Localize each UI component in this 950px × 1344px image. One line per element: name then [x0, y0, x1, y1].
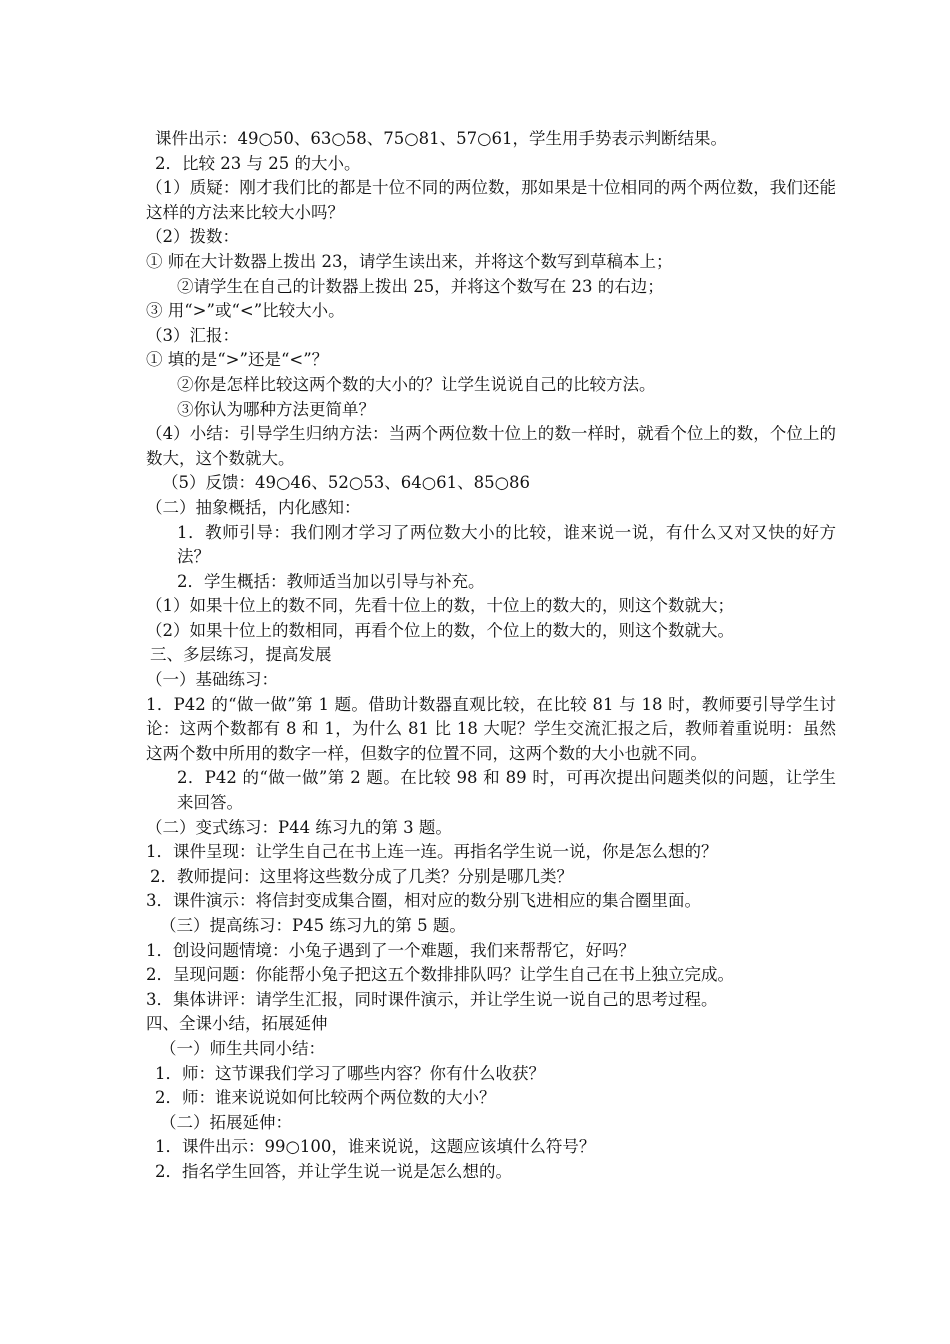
paragraph: 1．教师引导：我们刚才学习了两位数大小的比较，谁来说一说，有什么又对又快的好方法？: [177, 522, 836, 567]
paragraph: （1）质疑：刚才我们比的都是十位不同的两位数，那如果是十位相同的两个两位数，我们还能这样的方法来比较大小吗？: [146, 178, 836, 222]
text-line: 2．师：谁来说说如何比较两个两位数的大小？: [155, 1088, 496, 1108]
text-line: （3）汇报：: [146, 325, 239, 345]
text-line: ③ 用“>”或“<”比较大小。: [146, 301, 345, 321]
text-line: （2）如果十位上的数相同，再看个位上的数，个位上的数大的，则这个数就大。: [146, 620, 734, 640]
section-heading: （二）抽象概括，内化感知：: [146, 497, 361, 517]
text-line: （5）反馈：49○46、52○53、64○61、85○86: [162, 473, 531, 493]
text-line: ③你认为哪种方法更简单？: [177, 399, 375, 419]
text-line: 1．创设问题情境：小兔子遇到了一个难题，我们来帮帮它，好吗？: [146, 940, 635, 960]
section-heading: 四、全课小结，拓展延伸: [146, 1014, 328, 1034]
section-heading: 三、多层练习，提高发展: [150, 645, 332, 665]
text-line: 2．呈现问题：你能帮小兔子把这五个数排排队吗？让学生自己在书上独立完成。: [146, 965, 734, 985]
text-line: 1．师：这节课我们学习了哪些内容？你有什么收获？: [155, 1063, 545, 1083]
lesson-plan-text: [146, 127, 836, 1185]
section-heading: （三）提高练习：P45 练习九的第 5 题。: [160, 916, 466, 935]
text-line: 1．课件出示：99○100，谁来说说，这题应该填什么符号？: [155, 1137, 596, 1157]
text-line: 1．课件呈现：让学生自己在书上连一连。再指名学生说一说，你是怎么想的？: [146, 842, 718, 862]
text-line: （1）如果十位上的数不同，先看十位上的数，十位上的数大的，则这个数就大；: [146, 596, 734, 616]
text-line: 2．教师提问：这里将这些数分成了几类？分别是哪几类？: [150, 866, 573, 886]
section-heading: （二）拓展延伸：: [160, 1112, 292, 1132]
section-heading: （一）师生共同小结：: [160, 1038, 325, 1058]
text-line: ②请学生在自己的计数器上拨出 25，并将这个数写在 23 的右边；: [177, 276, 664, 296]
text-line: ① 师在大计数器上拨出 23，请学生读出来，并将这个数写到草稿本上；: [146, 251, 673, 271]
text-line: ②你是怎样比较这两个数的大小的？让学生说说自己的比较方法。: [177, 374, 656, 394]
text-line: （2）拨数：: [146, 227, 239, 247]
text-line: 2．指名学生回答，并让学生说一说是怎么想的。: [155, 1161, 512, 1181]
text-line: 3．集体讲评：请学生汇报，同时课件演示，并让学生说一说自己的思考过程。: [146, 989, 718, 1009]
text-line: 课件出示：49○50、63○58、75○81、57○61，学生用手势表示判断结果。: [155, 129, 728, 148]
section-heading: （二）变式练习：P44 练习九的第 3 题。: [146, 817, 452, 837]
paragraph: 1．P42 的“做一做”第 1 题。借助计数器直观比较，在比较 81 与 18 时，教师要引导学生讨论：这两个数都有 8 和 1，为什么 81 比 18 大呢？学生交流汇报之后，教师着重说明：虽然这两个数中所用的数字一样，但数字的位置不同，这两个数的大小也就不同。: [146, 694, 836, 763]
text-line: 2．学生概括：教师适当加以引导与补充。: [177, 571, 485, 591]
paragraph: 2．P42 的“做一做”第 2 题。在比较 98 和 89 时，可再次提出问题类似的问题，让学生来回答。: [177, 768, 836, 813]
text-line: 3．课件演示：将信封变成集合圈，相对应的数分别飞进相应的集合圈里面。: [146, 891, 701, 911]
section-heading: （一）基础练习：: [146, 670, 278, 690]
text-line: 2．比较 23 与 25 的大小。: [155, 153, 361, 173]
paragraph: （4）小结：引导学生归纳方法：当两个两位数十位上的数一样时，就看个位上的数，个位上的数大，这个数就大。: [146, 424, 836, 468]
text-line: ① 填的是“>”还是“<”？: [146, 350, 329, 370]
